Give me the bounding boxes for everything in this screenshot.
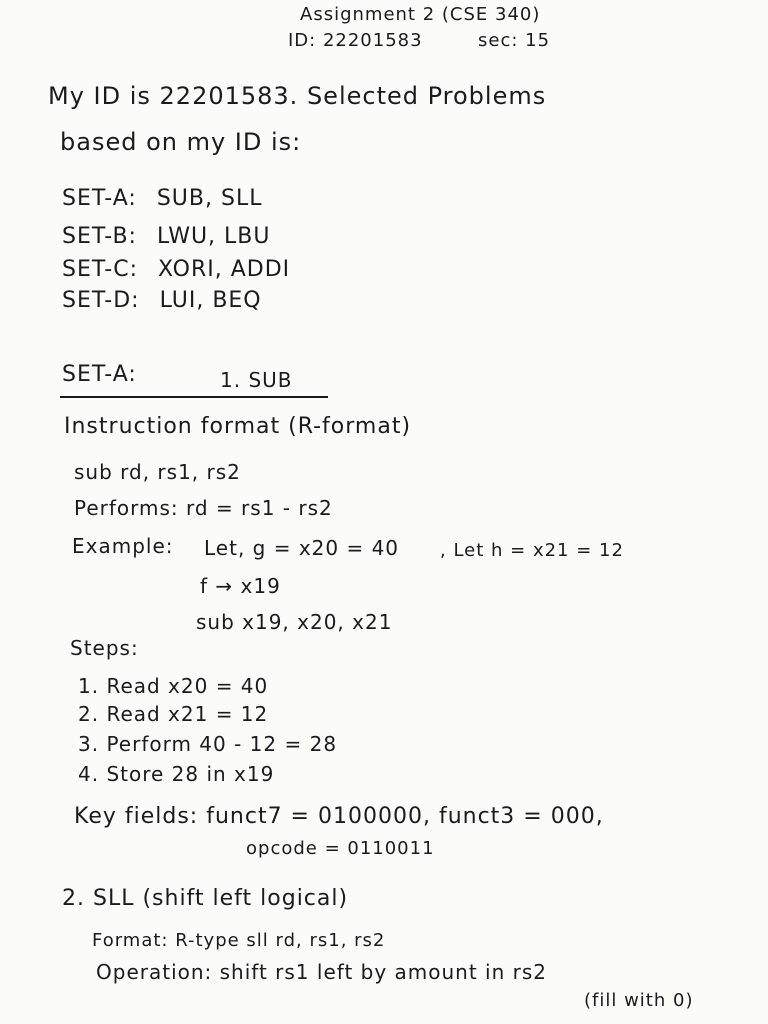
- set-label: SET-A:: [62, 186, 137, 211]
- section-header: sec: 15: [478, 30, 551, 51]
- step-item: 1. Read x20 = 40: [78, 674, 269, 698]
- problem-2-title: 2. SLL (shift left logical): [62, 886, 349, 911]
- student-id-header: ID: 22201583: [288, 30, 423, 51]
- set-d-row: [62, 288, 262, 313]
- set-label: SET-C:: [62, 257, 138, 282]
- instruction-format: Instruction format (R-format): [64, 414, 412, 439]
- sll-operation: Operation: shift rs1 left by amount in rs2: [96, 960, 548, 984]
- example-g: Let, g = x20 = 40: [204, 536, 400, 560]
- step-item: 4. Store 28 in x19: [78, 762, 275, 786]
- step-item: 2. Read x21 = 12: [78, 702, 269, 726]
- opcode: opcode = 0110011: [246, 838, 435, 859]
- set-items: LWU, LBU: [156, 224, 271, 249]
- problem-1-title: 1. SUB: [220, 368, 293, 392]
- set-items: XORI, ADDI: [158, 257, 291, 282]
- set-items: SUB, SLL: [156, 186, 263, 211]
- intro-line-1: My ID is 22201583. Selected Problems: [48, 82, 547, 110]
- steps-label: Steps:: [70, 636, 139, 660]
- set-c-row: [62, 257, 290, 282]
- set-items: LUI, BEQ: [159, 288, 262, 313]
- sub-performs: Performs: rd = rs1 - rs2: [74, 496, 333, 520]
- set-label: SET-B:: [62, 224, 137, 249]
- example-instruction: sub x19, x20, x21: [196, 610, 393, 634]
- example-h: , Let h = x21 = 12: [440, 540, 624, 561]
- key-fields: Key fields: funct7 = 0100000, funct3 = 000,: [74, 804, 604, 829]
- assignment-title: Assignment 2 (CSE 340): [300, 4, 541, 25]
- set-a-row: [62, 186, 262, 211]
- intro-line-2: based on my ID is:: [60, 128, 302, 156]
- step-item: 3. Perform 40 - 12 = 28: [78, 732, 338, 756]
- heading-underline: [60, 396, 328, 398]
- sll-note: (fill with 0): [584, 990, 694, 1011]
- sll-format: Format: R-type sll rd, rs1, rs2: [92, 930, 386, 951]
- example-label: Example:: [72, 534, 174, 558]
- set-label: SET-D:: [62, 288, 140, 313]
- sub-syntax: sub rd, rs1, rs2: [74, 460, 241, 484]
- set-b-row: [62, 224, 270, 249]
- example-f: f → x19: [200, 574, 281, 598]
- set-a-heading: SET-A:: [62, 362, 137, 387]
